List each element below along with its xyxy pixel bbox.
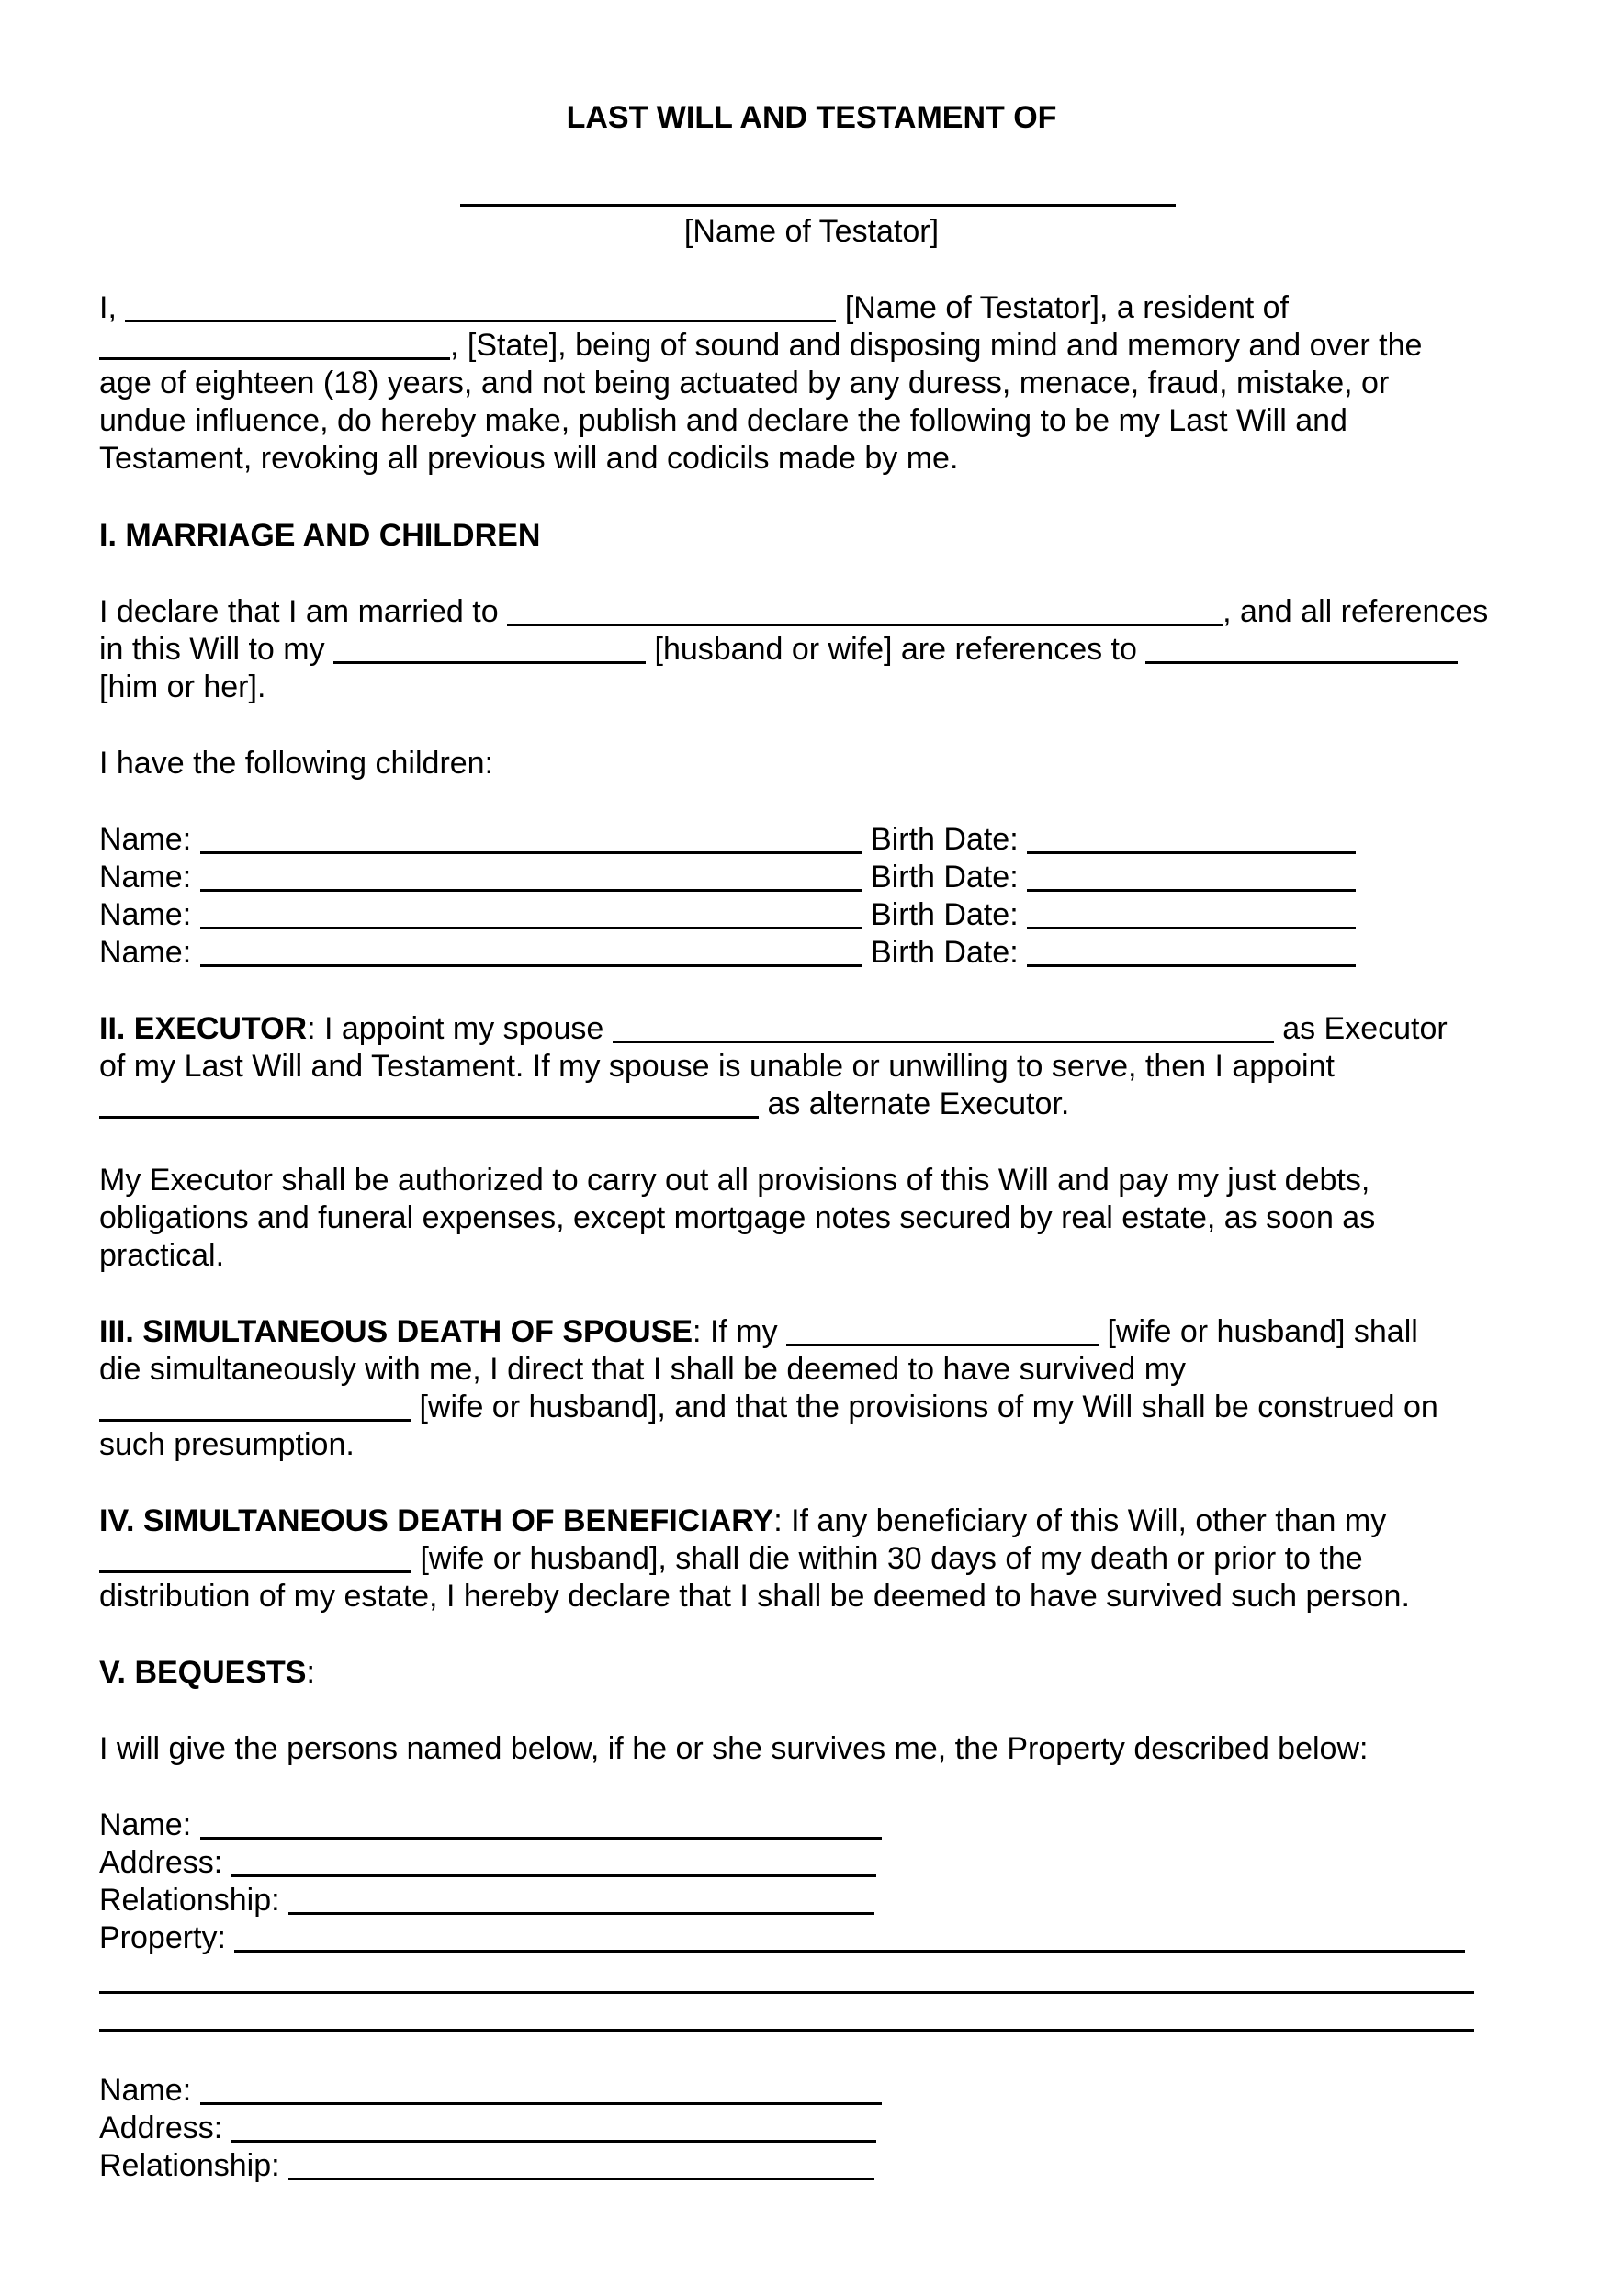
text: : If any beneficiary of this Will, other than my: [773, 1503, 1387, 1538]
child-name-blank[interactable]: [200, 889, 862, 892]
property-blank-line[interactable]: [99, 2029, 1474, 2032]
section-3-heading: III. SIMULTANEOUS DEATH OF SPOUSE: [99, 1314, 693, 1349]
s4-line-2: [99, 1540, 1363, 1578]
bequest-address-row: [99, 2110, 876, 2147]
text: [Name of Testator], a resident of: [844, 290, 1289, 325]
s3-line-1: [99, 1313, 1418, 1351]
s2-p2-line-2: obligations and funeral expenses, except mortgage notes secured by real estate, as soon as: [99, 1200, 1376, 1235]
section-5-heading: V. BEQUESTS: [99, 1655, 307, 1690]
intro-line-3: age of eighteen (18) years, and not being actuated by any duress, menace, fraud, mistake, or: [99, 366, 1390, 400]
text: I,: [99, 290, 117, 325]
bequest-property-row: [99, 1919, 1465, 1957]
text: , [State], being of sound and disposing mind and memory and over the: [450, 328, 1423, 363]
birth-date-label: Birth Date:: [871, 860, 1019, 895]
s3-line-2: die simultaneously with me, I direct that I shall be deemed to have survived my: [99, 1352, 1187, 1387]
text: : If my: [693, 1314, 778, 1349]
s1-line-1: [99, 593, 1488, 631]
s1-line-2: [99, 631, 1458, 669]
property-blank-line[interactable]: [99, 1991, 1474, 1994]
s4-line-1: [99, 1503, 1386, 1540]
name-label: Name:: [99, 1807, 192, 1842]
child-birth-date-blank[interactable]: [1027, 927, 1356, 929]
child-row: [99, 934, 1356, 972]
him-her-blank[interactable]: [1145, 661, 1458, 664]
text: [wife or husband], and that the provisions of my Will shall be construed on: [419, 1390, 1438, 1424]
wife-husband-blank[interactable]: [786, 1344, 1099, 1346]
beneficiary-name-blank[interactable]: [200, 1837, 882, 1840]
beneficiary-address-blank[interactable]: [231, 2140, 876, 2143]
s3-line-4: such presumption.: [99, 1427, 355, 1462]
s1-line-3: [him or her].: [99, 670, 266, 704]
children-intro: I have the following children:: [99, 746, 494, 781]
name-label: Name:: [99, 822, 192, 857]
birth-date-label: Birth Date:: [871, 935, 1019, 970]
document-title: LAST WILL AND TESTAMENT OF: [566, 100, 1057, 135]
s3-line-3: [99, 1389, 1438, 1426]
wife-husband-blank[interactable]: [99, 1419, 411, 1422]
birth-date-label: Birth Date:: [871, 822, 1019, 857]
intro-line-5: Testament, revoking all previous will and codicils made by me.: [99, 441, 959, 476]
testator-name-field[interactable]: [460, 204, 1176, 207]
text: [wife or husband], shall die within 30 days of my death or prior to the: [420, 1541, 1363, 1576]
relationship-label: Relationship:: [99, 2148, 280, 2183]
text: , and all references: [1223, 594, 1489, 629]
child-name-blank[interactable]: [200, 851, 862, 854]
bequest-address-row: [99, 1844, 876, 1882]
s2-line-1: [99, 1010, 1448, 1048]
husband-wife-blank[interactable]: [333, 661, 646, 664]
text: [wife or husband] shall: [1107, 1314, 1418, 1349]
address-label: Address:: [99, 1845, 223, 1880]
s4-line-3: distribution of my estate, I hereby declare that I shall be deemed to have survived such person.: [99, 1579, 1410, 1614]
property-label: Property:: [99, 1920, 226, 1955]
intro-line-1: [99, 289, 1289, 327]
state-blank[interactable]: [99, 357, 450, 360]
child-birth-date-blank[interactable]: [1027, 964, 1356, 967]
text: I declare that I am married to: [99, 594, 499, 629]
testator-caption: [Name of Testator]: [683, 214, 940, 249]
text: as alternate Executor.: [767, 1086, 1070, 1121]
child-name-blank[interactable]: [200, 964, 862, 967]
bequest-name-row: [99, 2072, 882, 2110]
bequest-relationship-row: [99, 2147, 874, 2185]
beneficiary-relationship-blank[interactable]: [288, 1912, 874, 1915]
child-row: [99, 821, 1356, 859]
name-label: Name:: [99, 860, 192, 895]
beneficiary-relationship-blank[interactable]: [288, 2178, 874, 2180]
child-row: [99, 859, 1356, 896]
text: :: [306, 1655, 315, 1690]
s2-line-2: of my Last Will and Testament. If my spouse is unable or unwilling to serve, then I appoint: [99, 1049, 1335, 1084]
s5-intro: I will give the persons named below, if he or she survives me, the Property described below:: [99, 1731, 1369, 1766]
s2-p2-line-1: My Executor shall be authorized to carry out all provisions of this Will and pay my just debts,: [99, 1163, 1370, 1198]
s2-p2-line-3: practical.: [99, 1238, 225, 1273]
wife-husband-blank[interactable]: [99, 1570, 411, 1573]
intro-line-2: [99, 327, 1422, 365]
testator-name-blank[interactable]: [125, 320, 836, 322]
child-row: [99, 896, 1356, 934]
birth-date-label: Birth Date:: [871, 897, 1019, 932]
name-label: Name:: [99, 2073, 192, 2108]
intro-line-4: undue influence, do hereby make, publish and declare the following to be my Last Will and: [99, 403, 1347, 438]
alternate-executor-blank[interactable]: [99, 1116, 759, 1119]
s2-line-3: [99, 1086, 1069, 1123]
child-birth-date-blank[interactable]: [1027, 851, 1356, 854]
section-4-heading: IV. SIMULTANEOUS DEATH OF BENEFICIARY: [99, 1503, 774, 1538]
text: as Executor: [1282, 1011, 1448, 1046]
beneficiary-address-blank[interactable]: [231, 1874, 876, 1877]
child-birth-date-blank[interactable]: [1027, 889, 1356, 892]
relationship-label: Relationship:: [99, 1883, 280, 1918]
address-label: Address:: [99, 2110, 223, 2145]
bequest-name-row: [99, 1806, 882, 1844]
bequest-relationship-row: [99, 1882, 874, 1919]
text: [husband or wife] are references to: [654, 632, 1137, 667]
name-label: Name:: [99, 935, 192, 970]
child-name-blank[interactable]: [200, 927, 862, 929]
section-2-heading: II. EXECUTOR: [99, 1011, 308, 1046]
s5-heading-line: [99, 1654, 315, 1692]
spouse-name-blank[interactable]: [507, 624, 1223, 626]
section-1-heading: I. MARRIAGE AND CHILDREN: [99, 518, 541, 553]
text: in this Will to my: [99, 632, 325, 667]
property-blank[interactable]: [234, 1950, 1465, 1953]
text: : I appoint my spouse: [307, 1011, 604, 1046]
executor-blank[interactable]: [613, 1041, 1274, 1043]
name-label: Name:: [99, 897, 192, 932]
beneficiary-name-blank[interactable]: [200, 2102, 882, 2105]
